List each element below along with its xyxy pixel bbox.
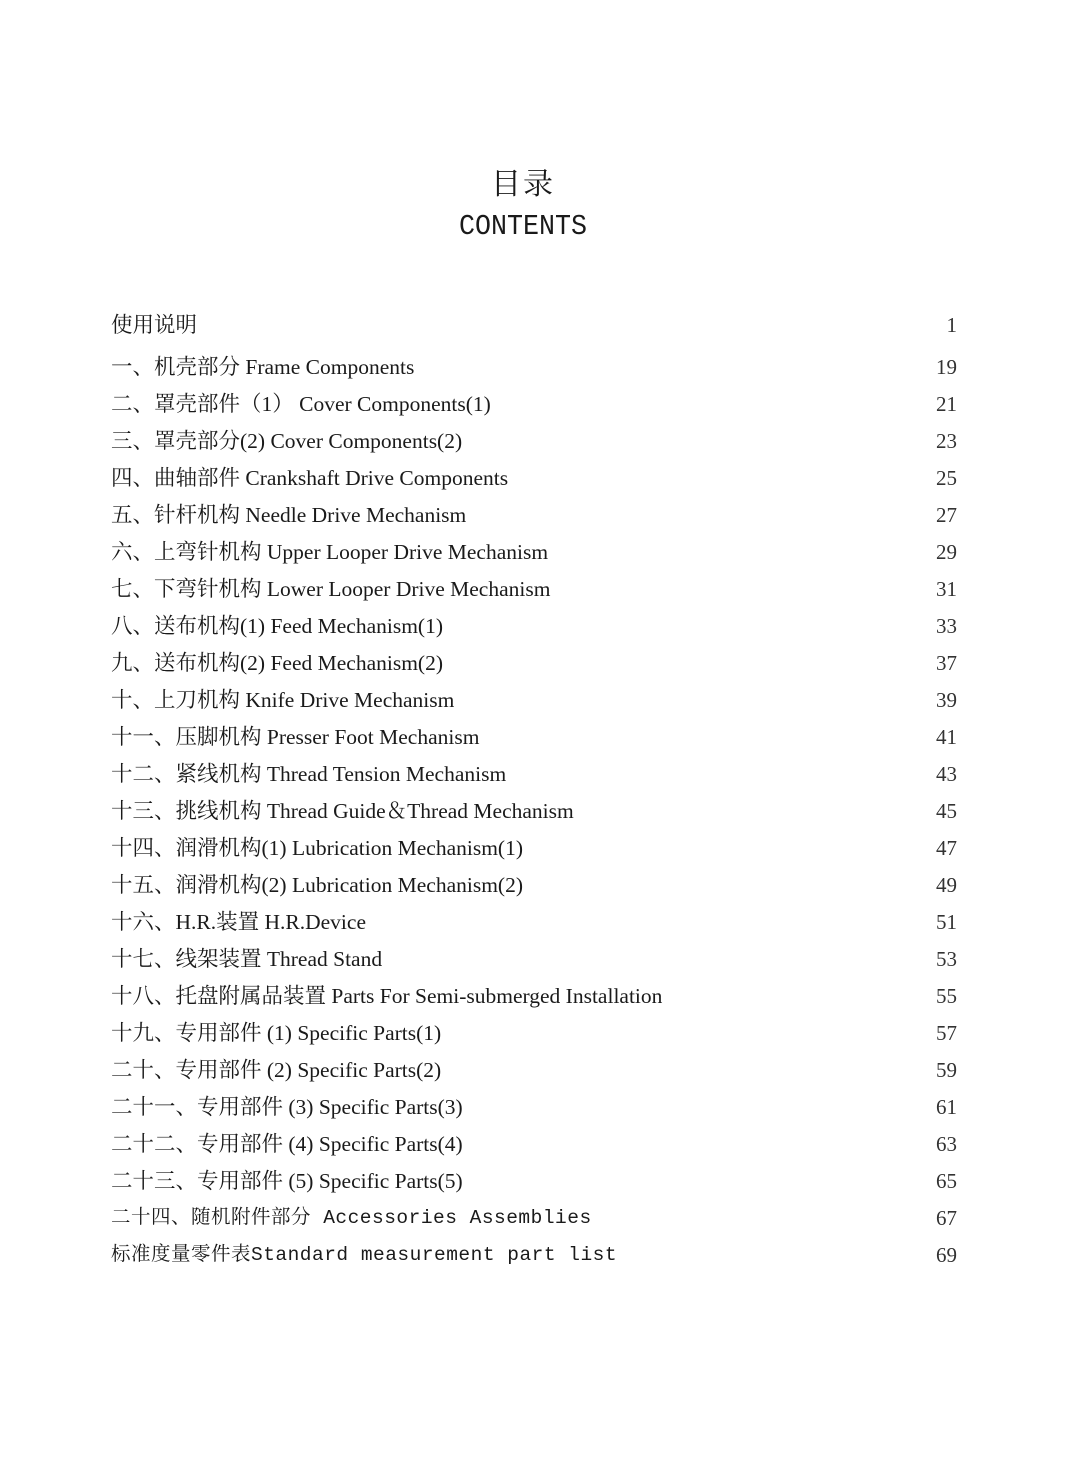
toc-entry-page: 61 — [936, 1095, 957, 1119]
toc-entry-page: 41 — [936, 725, 957, 749]
toc-entry[interactable] — [111, 719, 957, 756]
toc-entry-label: 八、送布机构(1) Feed Mechanism(1) — [111, 614, 443, 638]
toc-entry-page: 31 — [936, 577, 957, 601]
toc-entry-page: 57 — [936, 1021, 957, 1045]
toc-entry-page: 39 — [936, 688, 957, 712]
toc-entry-page: 51 — [936, 910, 957, 934]
toc-entry-label: 十五、润滑机构(2) Lubrication Mechanism(2) — [111, 873, 523, 897]
toc-entry-page: 43 — [936, 762, 957, 786]
toc-entry[interactable] — [111, 1126, 957, 1163]
toc-entry-page: 29 — [936, 540, 957, 564]
toc-entry-label: 二十、专用部件 (2) Specific Parts(2) — [111, 1058, 442, 1082]
toc-entry[interactable] — [111, 534, 957, 571]
toc-entry-label: 标准度量零件表Standard measurement part list — [111, 1244, 618, 1266]
toc-entry[interactable] — [111, 1200, 957, 1237]
toc-entry[interactable] — [111, 1052, 957, 1089]
toc-entry[interactable] — [111, 386, 957, 423]
toc-entry-label: 五、针杆机构 Needle Drive Mechanism — [111, 503, 467, 527]
toc-entry-label: 十七、线架装置 Thread Stand — [111, 947, 383, 971]
toc-entry[interactable] — [111, 941, 957, 978]
toc-entry-label: 十三、挑线机构 Thread Guide＆Thread Mechanism — [111, 799, 574, 823]
toc-entry-label: 三、罩壳部分(2) Cover Components(2) — [111, 429, 463, 453]
toc-entry[interactable] — [111, 608, 957, 645]
toc-entry-page: 45 — [936, 799, 957, 823]
toc-entry-page: 63 — [936, 1132, 957, 1156]
toc-entry-label: 一、机壳部分 Frame Components — [111, 355, 415, 379]
toc-entry-page: 59 — [936, 1058, 957, 1082]
toc-entry-label: 二十一、专用部件 (3) Specific Parts(3) — [111, 1095, 463, 1119]
toc-entry-label: 十二、紧线机构 Thread Tension Mechanism — [111, 762, 507, 786]
toc-entry[interactable] — [111, 756, 957, 793]
toc-entry-label: 使用说明 — [111, 313, 198, 337]
table-of-contents — [111, 305, 957, 1274]
toc-entry-page: 27 — [936, 503, 957, 527]
toc-entry-page: 37 — [936, 651, 957, 675]
toc-entry-page: 23 — [936, 429, 957, 453]
toc-entry-page: 25 — [936, 466, 957, 490]
page-title-block — [0, 163, 1046, 247]
toc-entry[interactable] — [111, 793, 957, 830]
toc-entry-page: 67 — [936, 1206, 957, 1230]
toc-entry-label: 十八、托盘附属品装置 Parts For Semi-submerged Installation — [111, 984, 663, 1008]
toc-entry-page: 47 — [936, 836, 957, 860]
toc-entry-page: 55 — [936, 984, 957, 1008]
toc-entry[interactable] — [111, 645, 957, 682]
toc-entry-label: 二十三、专用部件 (5) Specific Parts(5) — [111, 1169, 463, 1193]
toc-entry-page: 69 — [936, 1243, 957, 1267]
toc-entry-page: 65 — [936, 1169, 957, 1193]
toc-entry[interactable] — [111, 1163, 957, 1200]
toc-entry-page: 1 — [946, 313, 957, 337]
toc-entry[interactable] — [111, 904, 957, 941]
page-title-english: CONTENTS — [458, 210, 588, 243]
toc-entry[interactable] — [111, 497, 957, 534]
toc-entry-label: 十、上刀机构 Knife Drive Mechanism — [111, 688, 455, 712]
toc-entry[interactable] — [111, 1015, 957, 1052]
toc-entry-label: 十六、H.R.装置 H.R.Device — [111, 910, 366, 934]
toc-entry-page: 19 — [936, 355, 957, 379]
toc-entry-label: 七、下弯针机构 Lower Looper Drive Mechanism — [111, 577, 551, 601]
toc-entry[interactable] — [111, 571, 957, 608]
toc-entry-label: 十一、压脚机构 Presser Foot Mechanism — [111, 725, 480, 749]
toc-entry-page: 53 — [936, 947, 957, 971]
toc-entry-page: 33 — [936, 614, 957, 638]
toc-entry-label: 四、曲轴部件 Crankshaft Drive Components — [111, 466, 509, 490]
toc-entry[interactable] — [111, 349, 957, 386]
toc-entry[interactable] — [111, 830, 957, 867]
toc-entry-label: 九、送布机构(2) Feed Mechanism(2) — [111, 651, 443, 675]
toc-entry[interactable] — [111, 423, 957, 460]
toc-entry[interactable] — [111, 978, 957, 1015]
toc-entry-label: 二、罩壳部件（1） Cover Components(1) — [111, 392, 491, 416]
toc-entry[interactable] — [111, 682, 957, 719]
toc-entry[interactable] — [111, 867, 957, 904]
toc-entry[interactable] — [111, 460, 957, 497]
toc-entry-page: 21 — [936, 392, 957, 416]
toc-entry-label: 十四、润滑机构(1) Lubrication Mechanism(1) — [111, 836, 523, 860]
toc-entry-label: 十九、专用部件 (1) Specific Parts(1) — [111, 1021, 442, 1045]
toc-entry-label: 二十二、专用部件 (4) Specific Parts(4) — [111, 1132, 463, 1156]
toc-entry-label: 二十四、随机附件部分 Accessories Assemblies — [111, 1207, 592, 1229]
toc-entry-instructions[interactable] — [111, 305, 957, 349]
toc-entry[interactable] — [111, 1237, 957, 1274]
toc-entry-label: 六、上弯针机构 Upper Looper Drive Mechanism — [111, 540, 549, 564]
toc-entry-page: 49 — [936, 873, 957, 897]
toc-entry[interactable] — [111, 1089, 957, 1126]
page-title-chinese: 目录 — [491, 167, 555, 202]
